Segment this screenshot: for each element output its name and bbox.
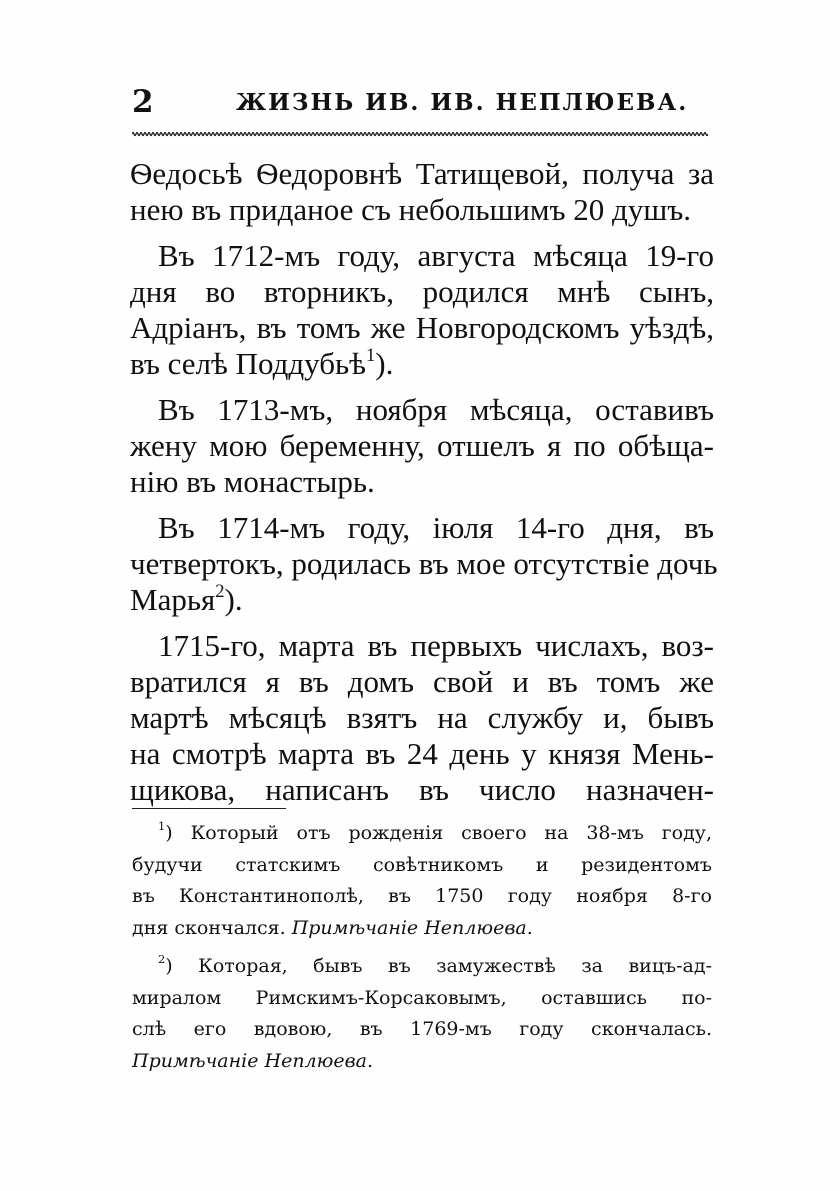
paragraph-4 [130,510,718,618]
text-fragment: дня скончался. [132,916,292,939]
footnote-2 [132,951,712,1077]
text-fragment: ). [375,346,394,381]
text-line: Адріанъ, въ томъ же Новгородскомъ уѣздѣ, [130,310,714,345]
footnote-ref-2: 2 [215,580,225,602]
main-text [130,156,718,808]
text-line: на смотрѣ марта въ 24 день у князя Мень- [130,736,714,771]
text-line: будучи статскимъ совѣтникомъ и резидентомъ [132,853,712,876]
editorial-note: Примѣчаніе Неплюева. [291,916,533,939]
text-line: дня во вторникъ, родился мнѣ сынъ, [130,274,714,309]
text-line [130,582,714,618]
footnote-rule [132,808,286,809]
text-line [132,818,712,850]
header-wavy-rule [132,130,708,138]
page-header [132,82,710,122]
text-line [132,1046,712,1078]
text-line: въ Константинополѣ, въ 1750 году ноября 8-го [132,885,712,907]
text-line: мартѣ мѣсяцѣ взятъ на службу и, бывъ [130,700,714,735]
text-line [130,346,714,382]
paragraph-3 [130,392,714,500]
paragraph-5 [130,628,714,808]
paragraph-1 [130,156,714,228]
footnotes [132,818,712,1077]
text-line: миралом Римскимъ-Корсаковымъ, оставшись по- [132,986,712,1009]
text-line [132,913,712,945]
text-line: нію въ монастырь. [130,464,375,499]
footnote-marker-1: 1 [158,818,166,833]
text-fragment: Марья [130,582,216,617]
editorial-note: Примѣчаніе Неплюева. [132,1049,374,1072]
text-line: Въ 1712-мъ году, августа мѣсяца 19-го [158,238,714,273]
paragraph-2 [130,238,714,382]
text-fragment: ) Которая, бывъ въ замужествѣ за вицъ-ад- [165,955,712,977]
text-fragment: ) Который отъ рожденія своего на 38-мъ году, [165,822,712,844]
text-line: слѣ его вдовою, въ 1769-мъ году скончалась. [132,1018,712,1040]
text-fragment: въ селѣ Поддубьѣ [130,346,366,381]
text-line [132,951,712,983]
text-line: нею въ приданое съ небольшимъ 20 душъ. [130,192,691,227]
running-title: ЖИЗНЬ ИВ. ИВ. НЕПЛЮЕВА. [236,89,689,116]
text-line: жену мою беременну, отшелъ я по обѣща- [130,428,714,463]
text-line: Въ 1714-мъ году, іюля 14-го дня, въ [158,510,714,545]
text-line: щикова, написанъ въ число назначен- [130,772,714,807]
page-number: 2 [132,84,154,120]
text-fragment: ). [224,582,243,617]
footnote-1 [132,818,712,944]
text-line: четвертокъ, родилась въ мое отсутствіе дочь [130,546,718,581]
text-line: вратился я въ домъ свой и въ томъ же [130,664,714,699]
text-line: Въ 1713-мъ, ноября мѣсяца, оставивъ [158,392,714,427]
footnote-ref-1: 1 [365,344,376,366]
footnote-marker-2: 2 [158,951,166,966]
text-line: Ѳедосьѣ Ѳедоровнѣ Татищевой, получа за [130,156,714,191]
text-line: 1715-го, марта въ первыхъ числахъ, воз- [158,628,714,663]
